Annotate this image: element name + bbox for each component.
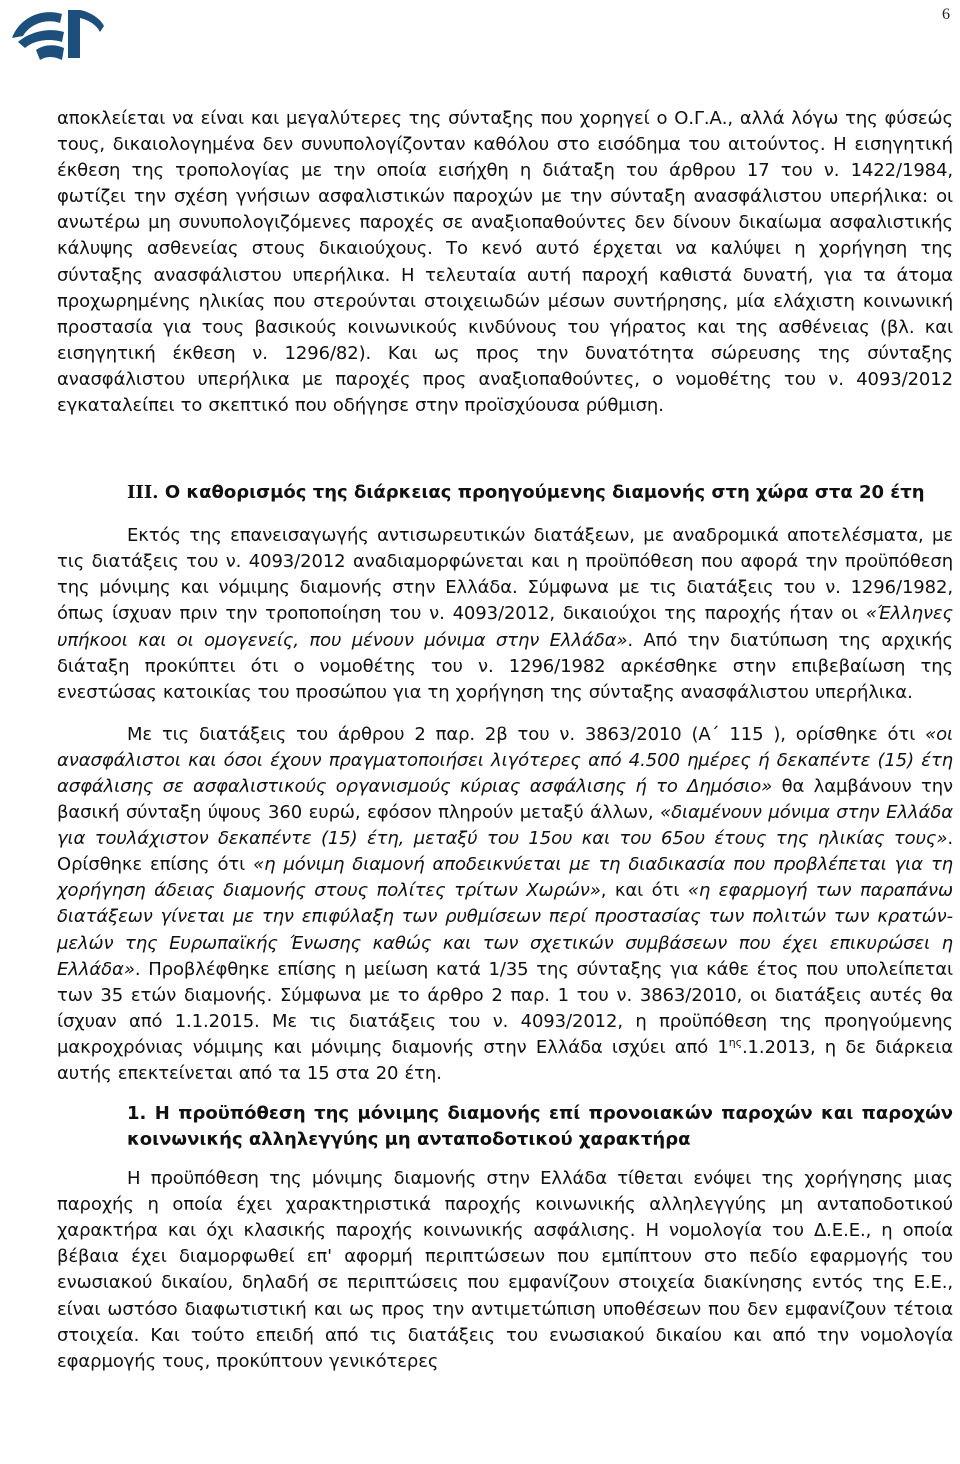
page-number: 6 [942,6,950,23]
section-heading-iii [57,480,953,506]
quote-italic: «Έλληνες υπήκοοι και οι ομογενείς, που μένουν μόνιμα στην Ελλάδα» [57,603,953,651]
quote-italic: «η εφαρμογή των παραπάνω διατάξεων γίνεται με την επιφύλαξη των ρυθμίσεων περί προστασίας των πολιτών των κρατών-μελών της Ευρωπαϊκής Ένωσης καθώς και των σχετικών συμβάσεων που έχει επικυρώσει η Ελλάδα» [57,880,953,980]
quote-italic: «διαμένουν μόνιμα στην Ελλάδα για τουλάχιστον δεκαπέντε (15) έτη, μεταξύ του 15ου και του 65ου έτους της ηλικίας τους» [57,802,953,850]
paragraph-2: Εκτός της επανεισαγωγής αντισωρευτικών διατάξεων, με αναδρομικά αποτελέσματα, με τις διατάξεις του ν. 4093/2012 αναδιαμορφώνεται και η προϋπόθεση που αφορά την προϋπόθεση της μόνιμης και νόμιμης διαμονής στην Ελλάδα. Σύμφωνα με τις διατάξεις του ν. 1296/1982, όπως ίσχυαν πριν την τροποποίηση του ν. 4093/2012, δικαιούχοι της παροχής ήταν οι «Έλληνες υπήκοοι και οι ομογενείς, που μένουν μόνιμα στην Ελλάδα». Από την διατύπωση της αρχικής διάταξη προκύπτει ότι ο νομοθέτης του ν. 1296/1982 αρκέσθηκε στην επιβεβαίωση της ενεστώσας κατοικίας του προσώπου για τη χορήγηση της σύνταξης ανασφάλιστου υπερήλικα. [57,525,953,703]
superscript: ης [728,1035,742,1049]
section-title: Ο καθορισμός της διάρκειας προηγούμενης διαμονής στη χώρα στα 20 έτη [164,482,925,504]
section-numeral: ΙΙΙ. [127,482,159,504]
subsection-heading-1: 1. Η προϋπόθεση της μόνιμης διαμονής επί προνοιακών παροχών και παροχών κοινωνικής αλληλεγγύης μη ανταποδοτικού χαρακτήρα [127,1103,953,1151]
paragraph-1: αποκλείεται να είναι και μεγαλύτερες της σύνταξης που χορηγεί ο Ο.Γ.Α., αλλά λόγω της φύσεώς τους, δικαιολογημένα δεν συνυπολογίζονταν καθόλου στο εισόδημα του αιτούντος. Η εισηγητική έκθεση της τροπολογίας με την οποία εισήχθη η διάταξη του άρθρου 17 του ν. 1422/1984, φωτίζει την σχέση γνήσιων ασφαλιστικών παροχών με την σύνταξη ανασφάλιστου υπερήλικα: οι ανωτέρω μη συνυπολογιζόμενες παροχές σε αναξιοπαθούντες δεν δίνουν δικαίωμα ασφαλιστικής κάλυψης ασθενείας στους δικαιούχους. Το κενό αυτό έρχεται να καλύψει η χορήγηση της σύνταξης ανασφάλιστου υπερήλικα. Η τελευταία αυτή παροχή καθιστά δυνατή, για τα άτομα προχωρημένης ηλικίας που στερούνται στοιχειωδών μέσων συντήρησης, μία ελάχιστη κοινωνική προστασία για τους βασικούς κοινωνικούς κινδύνους του γήρατος και της ασθένειας (βλ. και εισηγητική έκθεση ν. 1296/82). Και ως προς την δυνατότητα σώρευσης της σύνταξης ανασφάλιστου υπερήλικα με παροχές προς αναξιοπαθούντες, ο νομοθέτης του ν. 4093/2012 εγκαταλείπει το σκεπτικό που οδήγησε στην προϊσχύουσα ρύθμιση. [57,108,953,417]
quote-italic: «οι ανασφάλιστοι και όσοι έχουν πραγματοποιήσει λιγότερες από 4.500 ημέρες ή δεκαπέντε (15) έτη ασφάλισης σε ασφαλιστικούς οργανισμούς κύριας ασφάλισης ή το Δημόσιο» [57,723,953,797]
organization-logo-icon [10,2,106,64]
document-body [57,106,953,1375]
paragraph-4: Η προϋπόθεση της μόνιμης διαμονής στην Ελλάδα τίθεται ενόψει της χορήγησης μιας παροχής η οποία έχει χαρακτηριστικά παροχής κοινωνικής αλληλεγγύης μη ανταποδοτικού χαρακτήρα και όχι κλασικής παροχής κοινωνικής ασφάλισης. Η νομολογία του Δ.Ε.Ε., η οποία βέβαια έχει διαμορφωθεί επ' αφορμή περιπτώσεων που εμπίπτουν στο πεδίο εφαρμογής του ενωσιακού δικαίου, δηλαδή σε περιπτώσεις που εμφανίζουν στοιχεία διακίνησης εντός της Ε.Ε., είναι ωστόσο διαφωτιστική και ως προς την αντιμετώπιση υποθέσεων που δεν εμφανίζουν τέτοια στοιχεία. Και τούτο επειδή από τις διατάξεις του ενωσιακού δικαίου και από την νομολογία εφαρμογής τους, προκύπτουν γενικότερες [57,1168,953,1372]
paragraph-3: Με τις διατάξεις του άρθρου 2 παρ. 2β του ν. 3863/2010 (Α΄ 115 ), ορίσθηκε ότι «οι ανασφάλιστοι και όσοι έχουν πραγματοποιήσει λιγότερες από 4.500 ημέρες ή δεκαπέντε (15) έτη ασφάλισης σε ασφαλιστικούς οργανισμούς κύριας ασφάλισης ή το Δημόσιο» θα λαμβάνουν την βασική σύνταξη ύψους 360 ευρώ, εφόσον πληρούν μεταξύ άλλων, «διαμένουν μόνιμα στην Ελλάδα για τουλάχιστον δεκαπέντε (15) έτη, μεταξύ του 15ου και του 65ου έτους της ηλικίας τους». Ορίσθηκε επίσης ότι «η μόνιμη διαμονή αποδεικνύεται με τη διαδικασία που προβλέπεται για τη χορήγηση άδειας διαμονής στους πολίτες τρίτων Χωρών», και ότι «η εφαρμογή των παραπάνω διατάξεων γίνεται με την επιφύλαξη των ρυθμίσεων περί προστασίας των πολιτών των κρατών-μελών της Ευρωπαϊκής Ένωσης καθώς και των σχετικών συμβάσεων που έχει επικυρώσει η Ελλάδα». Προβλέφθηκε επίσης η μείωση κατά 1/35 της σύνταξης για κάθε έτος που υπολείπεται των 35 ετών διαμονής. Σύμφωνα με το άρθρο 2 παρ. 1 του ν. 3863/2010, οι διατάξεις αυτές θα ίσχυαν από 1.1.2015. Με τις διατάξεις του ν. 4093/2012, η προϋπόθεση της προηγούμενης μακροχρόνιας νόμιμης και μόνιμης διαμονής στην Ελλάδα ισχύει από $1^{\eta\varsigma}.1.2013$, η δε διάρκεια αυτής επεκτείνεται από τα 15 στα 20 έτη. [57,723,953,1084]
quote-italic: «η μόνιμη διαμονή αποδεικνύεται με τη διαδικασία που προβλέπεται για τη χορήγηση άδειας διαμονής στους πολίτες τρίτων Χωρών» [57,854,953,902]
